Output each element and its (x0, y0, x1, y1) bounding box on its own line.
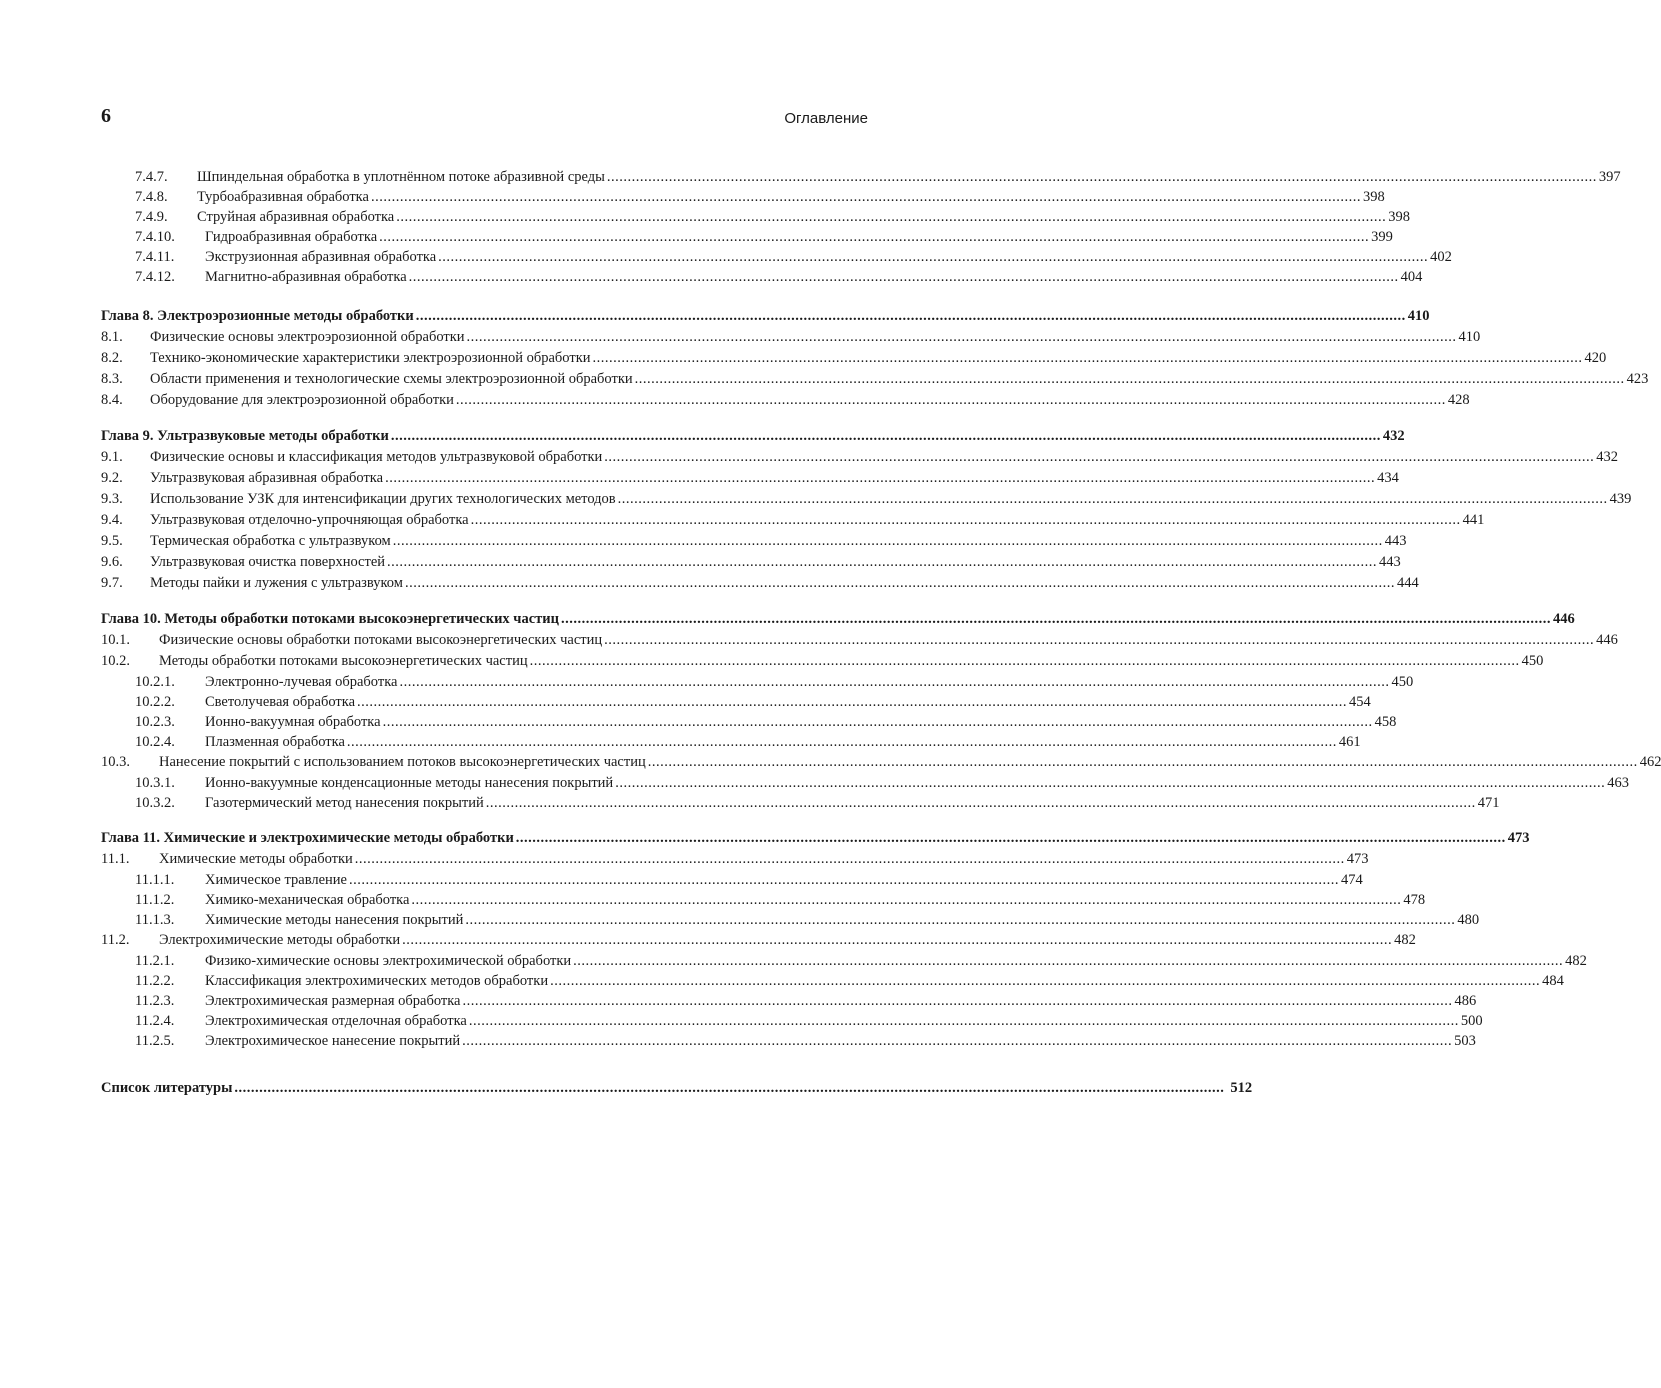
dot-leader (469, 1011, 1459, 1031)
dot-leader (648, 752, 1638, 773)
toc-entry[interactable] (101, 672, 1414, 692)
toc-entry[interactable] (101, 752, 1661, 773)
dot-leader (573, 951, 1563, 971)
toc-entry-title: Шпиндельная обработка в уплотнённом потоке абразивной среды (197, 169, 605, 185)
toc-entry-title: Использование УЗК для интенсификации других технологических методов (150, 491, 616, 507)
toc-entry[interactable] (101, 651, 1544, 672)
toc-entry-number: 8.4. (101, 392, 123, 408)
toc-entry-number: 9.6. (101, 554, 123, 570)
dot-leader (391, 425, 1381, 447)
toc-entry-title: Светолучевая обработка (205, 694, 356, 710)
dot-leader (385, 468, 1375, 489)
dot-leader (463, 991, 1453, 1011)
toc-entry-title: Физические основы электроэрозионной обработки (150, 329, 465, 345)
toc-entry[interactable] (101, 692, 1371, 712)
toc-entry-title: Химическое травление (205, 872, 347, 888)
toc-entry[interactable] (101, 167, 1621, 187)
toc-entry[interactable] (101, 773, 1629, 793)
toc-entry[interactable] (101, 327, 1481, 348)
toc-entry-number: 10.3.2. (135, 795, 175, 811)
dot-leader (530, 651, 1520, 672)
toc-chapter-title: Глава 9. Ультразвуковые методы обработки (101, 428, 389, 444)
toc-entry[interactable] (101, 531, 1407, 552)
toc-chapter[interactable] (101, 608, 1575, 630)
toc-entry-number: 9.4. (101, 512, 123, 528)
toc-entry-page: 482 (1565, 953, 1587, 969)
toc-entry-page: 458 (1374, 714, 1397, 730)
toc-entry-number: 10.3.1. (135, 775, 175, 791)
toc-entry-number: 7.4.12. (135, 269, 175, 285)
dot-leader (486, 793, 1476, 813)
toc-entry[interactable] (101, 971, 1564, 991)
toc-chapter-page: 410 (1407, 308, 1430, 324)
toc-entry-title: Ультразвуковая отделочно-упрочняющая обработка (150, 512, 469, 528)
dot-leader (347, 732, 1337, 752)
toc-entry-page: 503 (1454, 1033, 1476, 1049)
dot-leader (604, 630, 1594, 651)
toc-entry-number: 11.1.3. (135, 912, 175, 928)
toc-bibliography[interactable] (101, 1077, 1253, 1099)
toc-entry-page: 461 (1338, 734, 1361, 750)
toc-entry-page: 486 (1454, 993, 1477, 1009)
toc-entry-page: 423 (1626, 371, 1649, 387)
toc-entry-number: 7.4.11. (135, 249, 175, 265)
toc-entry-page: 473 (1346, 851, 1369, 867)
toc-entry-title: Классификация электрохимических методов обработки (205, 973, 549, 989)
toc-chapter-page: 512 (1230, 1080, 1253, 1096)
toc-entry-page: 462 (1639, 754, 1661, 770)
toc-entry[interactable] (101, 247, 1452, 267)
toc-entry-page: 463 (1607, 775, 1629, 791)
toc-entry-page: 404 (1400, 269, 1423, 285)
toc-entry[interactable] (101, 552, 1401, 573)
toc-entry-page: 480 (1457, 912, 1480, 928)
dot-leader (465, 910, 1455, 930)
toc-entry-number: 11.1.1. (135, 872, 175, 888)
dot-leader (416, 305, 1406, 327)
toc-entry-page: 432 (1596, 449, 1619, 465)
toc-chapter-title: Глава 8. Электроэрозионные методы обработки (101, 308, 414, 324)
toc-entry-title: Области применения и технологические схемы электроэрозионной обработки (150, 371, 633, 387)
toc-entry-number: 10.2.3. (135, 714, 175, 730)
toc-entry-number: 10.2.2. (135, 694, 175, 710)
toc-entry[interactable] (101, 573, 1419, 594)
toc-entry-number: 10.3. (101, 754, 130, 770)
dot-leader (607, 167, 1597, 187)
dot-leader (462, 1031, 1452, 1051)
toc-entry[interactable] (101, 390, 1470, 411)
toc-entry-number: 7.4.9. (135, 209, 168, 225)
toc-entry-title: Магнитно-абразивная обработка (205, 269, 407, 285)
dot-leader (409, 267, 1399, 287)
toc-entry-number: 11.2. (101, 932, 130, 948)
toc-entry-number: 11.1.2. (135, 892, 175, 908)
dot-leader (402, 930, 1392, 951)
toc-entry[interactable] (101, 732, 1361, 752)
toc-entry-title: Электрохимическая размерная обработка (205, 993, 461, 1009)
dot-leader (379, 227, 1369, 247)
toc-entry-page: 450 (1521, 653, 1544, 669)
dot-leader (357, 692, 1347, 712)
dot-leader (604, 447, 1594, 468)
toc-entry[interactable] (101, 187, 1385, 207)
toc-entry[interactable] (101, 468, 1399, 489)
toc-entry-number: 11.2.2. (135, 973, 175, 989)
dot-leader (618, 489, 1608, 510)
toc-entry[interactable] (101, 348, 1607, 369)
toc-chapter-title: Список литературы (101, 1080, 233, 1096)
toc-entry-page: 428 (1447, 392, 1470, 408)
toc-entry[interactable] (101, 207, 1410, 227)
dot-leader (234, 1077, 1224, 1099)
dot-leader (383, 712, 1373, 732)
toc-chapter[interactable] (101, 827, 1530, 849)
toc-entry-number: 10.1. (101, 632, 130, 648)
toc-entry-title: Химико-механическая обработка (205, 892, 410, 908)
toc-entry-title: Гидроабразивная обработка (205, 229, 378, 245)
toc-entry[interactable] (101, 930, 1416, 951)
toc-entry-page: 482 (1394, 932, 1416, 948)
toc-entry-page: 500 (1460, 1013, 1483, 1029)
dot-leader (550, 971, 1540, 991)
toc-entry-title: Ультразвуковая абразивная обработка (150, 470, 384, 486)
toc-entry-page: 471 (1477, 795, 1500, 811)
toc-entry-number: 7.4.8. (135, 189, 168, 205)
toc-entry-title: Газотермический метод нанесения покрытий (205, 795, 484, 811)
toc-entry-title: Технико-экономические характеристики электроэрозионной обработки (150, 350, 591, 366)
toc-chapter-page: 432 (1382, 428, 1405, 444)
toc-entry-page: 484 (1542, 973, 1564, 989)
toc-entry-page: 478 (1403, 892, 1426, 908)
toc-entry-page: 398 (1388, 209, 1410, 225)
dot-leader (615, 773, 1605, 793)
dot-leader (411, 890, 1401, 910)
running-title: Оглавление (784, 110, 868, 127)
toc-entry-number: 8.3. (101, 371, 123, 387)
dot-leader (396, 207, 1386, 227)
toc-entry-page: 439 (1609, 491, 1632, 507)
toc-entry[interactable] (101, 951, 1587, 971)
toc-entry-title: Термическая обработка с ультразвуком (150, 533, 391, 549)
toc-entry-title: Турбоабразивная обработка (197, 189, 369, 205)
dot-leader (387, 552, 1377, 573)
toc-entry-title: Плазменная обработка (205, 734, 345, 750)
toc-entry[interactable] (101, 267, 1423, 287)
toc-entry-title: Электрохимическое нанесение покрытий (205, 1033, 461, 1049)
toc-chapter-page: 473 (1507, 830, 1530, 846)
toc-entry-page: 446 (1596, 632, 1618, 648)
toc-entry[interactable] (101, 1011, 1483, 1031)
toc-chapter-title: Глава 10. Методы обработки потоками высокоэнергетических частиц (101, 611, 559, 627)
toc-entry-title: Электронно-лучевая обработка (205, 674, 398, 690)
toc-entry-title: Химические методы нанесения покрытий (205, 912, 464, 928)
toc-entry-number: 9.1. (101, 449, 123, 465)
toc-entry-title: Ионно-вакуумные конденсационные методы нанесения покрытий (205, 775, 614, 791)
table-of-contents (101, 167, 1661, 1099)
toc-entry-number: 11.2.1. (135, 953, 175, 969)
toc-entry-title: Методы обработки потоками высокоэнергетических частиц (159, 653, 528, 669)
toc-entry-number: 10.2. (101, 653, 130, 669)
toc-entry[interactable] (101, 489, 1632, 510)
toc-chapter[interactable] (101, 425, 1405, 447)
toc-entry-title: Оборудование для электроэрозионной обработки (150, 392, 454, 408)
toc-chapter[interactable] (101, 305, 1430, 327)
toc-chapter-page: 446 (1553, 611, 1575, 627)
toc-entry-title: Ионно-вакуумная обработка (205, 714, 381, 730)
toc-entry-number: 10.2.1. (135, 674, 175, 690)
toc-entry[interactable] (101, 1031, 1476, 1051)
dot-leader (355, 849, 1345, 870)
dot-leader (349, 870, 1339, 890)
toc-entry-title: Методы пайки и лужения с ультразвуком (150, 575, 403, 591)
dot-leader (593, 348, 1583, 369)
toc-entry-page: 420 (1584, 350, 1607, 366)
dot-leader (371, 187, 1361, 207)
toc-entry-title: Электрохимические методы обработки (159, 932, 401, 948)
dot-leader (405, 573, 1395, 594)
toc-entry-page: 443 (1384, 533, 1407, 549)
toc-entry-number: 11.1. (101, 851, 130, 867)
toc-entry[interactable] (101, 630, 1618, 651)
toc-entry[interactable] (101, 510, 1485, 531)
toc-entry-number: 9.5. (101, 533, 123, 549)
toc-entry-title: Электрохимическая отделочная обработка (205, 1013, 467, 1029)
toc-entry-title: Химические методы обработки (159, 851, 353, 867)
toc-entry-page: 410 (1458, 329, 1481, 345)
toc-entry[interactable] (101, 890, 1426, 910)
toc-entry[interactable] (101, 369, 1649, 390)
toc-entry-page: 454 (1349, 694, 1371, 710)
toc-entry-page: 397 (1598, 169, 1621, 185)
toc-entry-number: 9.7. (101, 575, 123, 591)
toc-entry-title: Физические основы обработки потоками высокоэнергетических частиц (159, 632, 603, 648)
dot-leader (561, 608, 1551, 630)
toc-entry-page: 398 (1362, 189, 1385, 205)
toc-entry-number: 8.1. (101, 329, 123, 345)
toc-entry-number: 7.4.7. (135, 169, 168, 185)
dot-leader (635, 369, 1625, 390)
toc-entry-number: 10.2.4. (135, 734, 175, 750)
dot-leader (399, 672, 1389, 692)
toc-entry-title: Экструзионная абразивная обработка (205, 249, 437, 265)
dot-leader (393, 531, 1383, 552)
toc-entry-page: 399 (1371, 229, 1393, 245)
toc-entry[interactable] (101, 910, 1480, 930)
toc-entry-title: Физико-химические основы электрохимической обработки (205, 953, 572, 969)
toc-entry[interactable] (101, 712, 1397, 732)
toc-entry-number: 7.4.10. (135, 229, 175, 245)
toc-entry-number: 8.2. (101, 350, 123, 366)
toc-entry-title: Нанесение покрытий с использованием потоков высокоэнергетических частиц (159, 754, 646, 770)
toc-chapter-title: Глава 11. Химические и электрохимические методы обработки (101, 830, 514, 846)
toc-entry-page: 441 (1462, 512, 1485, 528)
dot-leader (471, 510, 1461, 531)
dot-leader (516, 827, 1506, 849)
toc-entry[interactable] (101, 227, 1393, 247)
dot-leader (456, 390, 1446, 411)
toc-entry[interactable] (101, 870, 1363, 890)
toc-entry[interactable] (101, 793, 1500, 813)
toc-entry[interactable] (101, 447, 1619, 468)
toc-entry[interactable] (101, 991, 1477, 1011)
page-number: 6 (101, 105, 111, 127)
toc-entry-title: Струйная абразивная обработка (197, 209, 395, 225)
toc-entry[interactable] (101, 849, 1369, 870)
toc-entry-page: 402 (1430, 249, 1452, 265)
toc-entry-page: 450 (1391, 674, 1414, 690)
toc-entry-number: 11.2.5. (135, 1033, 175, 1049)
toc-entry-number: 9.3. (101, 491, 123, 507)
toc-entry-number: 11.2.3. (135, 993, 175, 1009)
toc-entry-page: 434 (1377, 470, 1399, 486)
dot-leader (438, 247, 1428, 267)
toc-entry-page: 444 (1396, 575, 1419, 591)
toc-entry-page: 443 (1379, 554, 1401, 570)
toc-entry-number: 11.2.4. (135, 1013, 175, 1029)
dot-leader (467, 327, 1457, 348)
toc-entry-page: 474 (1340, 872, 1363, 888)
toc-entry-title: Физические основы и классификация методов ультразвуковой обработки (150, 449, 603, 465)
toc-entry-title: Ультразвуковая очистка поверхностей (150, 554, 386, 570)
toc-entry-number: 9.2. (101, 470, 123, 486)
